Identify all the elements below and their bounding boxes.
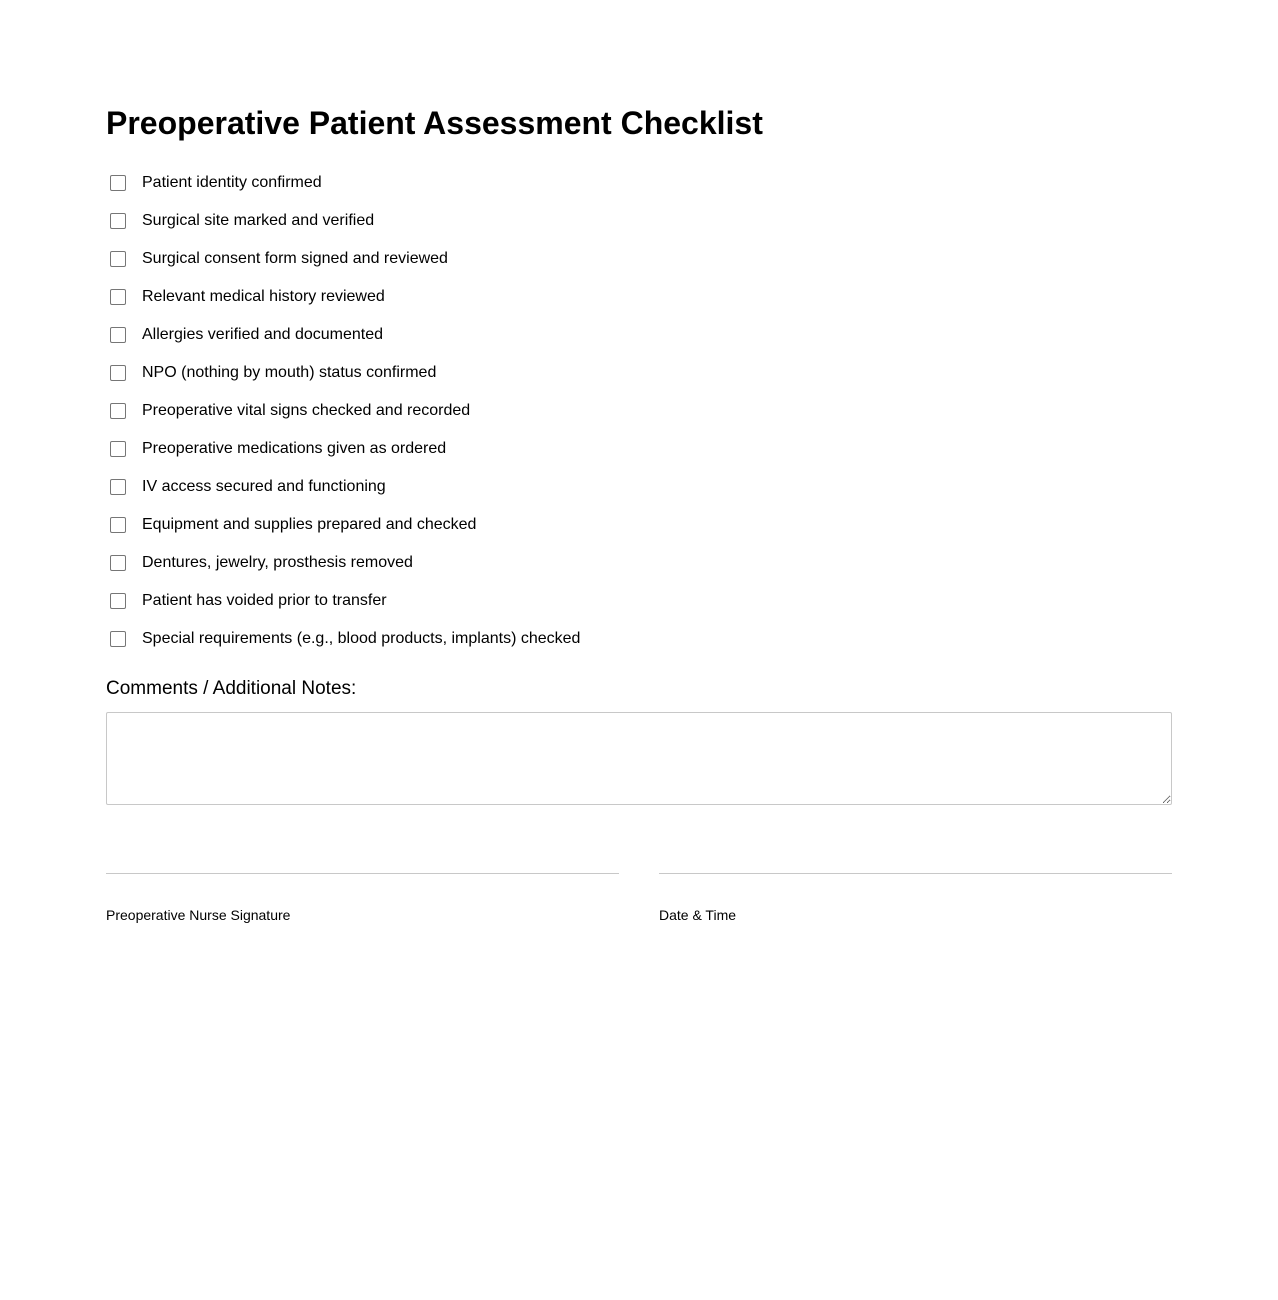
checklist-item-label: Surgical site marked and verified [142,212,375,229]
checklist-item-label: Preoperative vital signs checked and recorded [142,402,471,419]
checklist-item-label: Patient identity confirmed [142,174,322,191]
page-title: Preoperative Patient Assessment Checklist [106,105,763,141]
checklist-item[interactable] [106,316,580,354]
checkbox[interactable] [110,365,126,381]
checklist-item[interactable] [106,202,580,240]
nurse-signature-line[interactable] [106,873,619,923]
checklist-item[interactable] [106,164,580,202]
datetime-label: Date & Time [659,907,737,923]
checkbox[interactable] [110,441,126,457]
checklist-item[interactable] [106,468,580,506]
checklist-item-label: Relevant medical history reviewed [142,288,385,305]
checklist-item-label: Dentures, jewelry, prosthesis removed [142,554,413,571]
checkbox[interactable] [110,213,126,229]
checkbox[interactable] [110,593,126,609]
checkbox[interactable] [110,403,126,419]
checklist-item[interactable] [106,354,580,392]
checkbox[interactable] [110,327,126,343]
checkbox[interactable] [110,479,126,495]
checkbox[interactable] [110,631,126,647]
checklist-item-label: Patient has voided prior to transfer [142,592,387,609]
checklist-item[interactable] [106,430,580,468]
checklist-item-label: NPO (nothing by mouth) status confirmed [142,364,437,381]
checklist-item-label: Surgical consent form signed and reviewed [142,250,448,267]
checklist-item[interactable] [106,582,580,620]
nurse-signature-label: Preoperative Nurse Signature [106,907,291,923]
notes-label: Comments / Additional Notes: [106,678,357,699]
checklist-item[interactable] [106,278,580,316]
checkbox[interactable] [110,251,126,267]
checklist-item-label: Equipment and supplies prepared and checked [142,516,477,533]
checklist-item[interactable] [106,506,580,544]
checkbox[interactable] [110,517,126,533]
checklist-item-label: Special requirements (e.g., blood products, implants) checked [142,630,581,647]
checklist-item-label: IV access secured and functioning [142,478,386,495]
datetime-signature-line[interactable] [659,873,1172,923]
checklist-item[interactable] [106,620,580,658]
checklist-item-label: Preoperative medications given as ordered [142,440,447,457]
notes-textarea[interactable] [106,712,1172,805]
checkbox[interactable] [110,555,126,571]
checkbox[interactable] [110,289,126,305]
checkbox[interactable] [110,175,126,191]
checklist-item-label: Allergies verified and documented [142,326,384,343]
checklist-item[interactable] [106,544,580,582]
checklist-item[interactable] [106,240,580,278]
checklist [106,164,580,658]
checklist-item[interactable] [106,392,580,430]
